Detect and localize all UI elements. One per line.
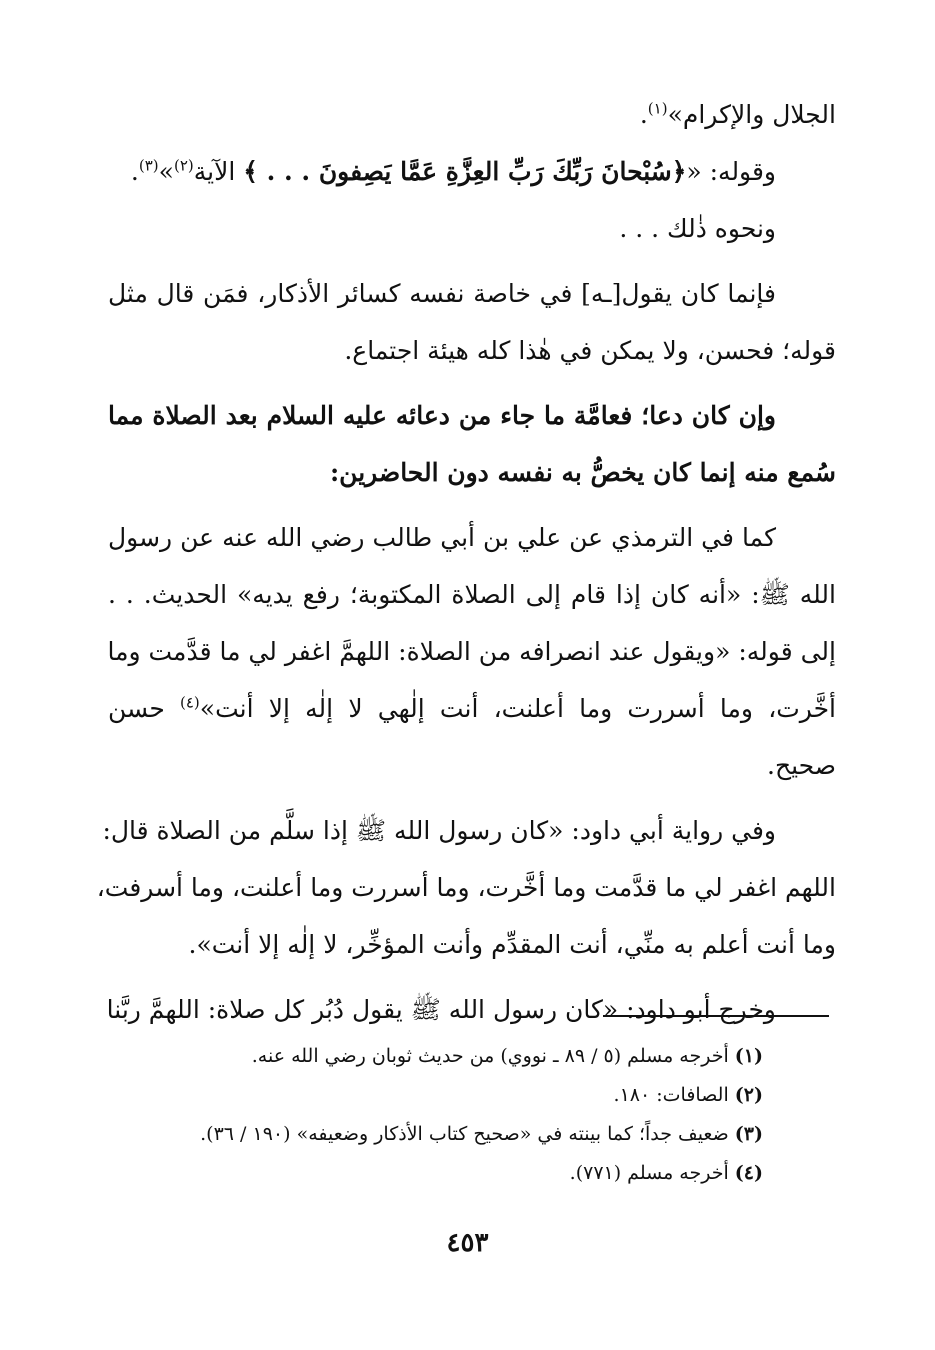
text-fragment: حسن <box>108 694 180 723</box>
text-fragment: » <box>158 157 174 186</box>
footnote-number: (٣) <box>734 1123 763 1145</box>
text-line: إلى قوله: «ويقول عند انصرافه من الصلاة: اللهمَّ اغفر لي ما قدَّمت وما <box>107 637 836 666</box>
text-line: فإنما كان يقول[ـه] في خاصة نفسه كسائر الأذكار، فمَن قال مثل <box>108 279 776 308</box>
text-line: وإن كان دعا؛ فعامَّة ما جاء من دعائه عليه السلام بعد الصلاة مما <box>108 401 776 430</box>
footnote-number: (٤) <box>734 1162 763 1184</box>
footnote-ref-3[interactable]: (٣) <box>138 156 159 175</box>
footnote <box>108 1115 763 1154</box>
footnote-text: ضعيف جداً؛ كما بينته في «صحيح كتاب الأذكار وضعيفه» (١٩٠ / ٣٦). <box>200 1123 735 1145</box>
footnote-ref-1[interactable]: (١) <box>647 99 668 118</box>
text-line: الله ﷺ: «أنه كان إذا قام إلى الصلاة المكتوبة؛ رفع يديه» الحديث. . . <box>108 580 836 609</box>
text-line: وفي رواية أبي داود: «كان رسول الله ﷺ إذا سلَّم من الصلاة قال: <box>102 816 776 845</box>
footnote-ref-4[interactable]: (٤) <box>180 693 200 712</box>
text-line: سُمع منه إنما كان يخصُّ به نفسه دون الحاضرين: <box>329 458 836 487</box>
text-line: وما أنت أعلم به منِّي، أنت المقدِّم وأنت المؤخِّر، لا إلٰه إلا أنت». <box>188 930 836 959</box>
text-fragment: الآية <box>193 157 244 186</box>
footnote-text: أخرجه مسلم (٧٧١). <box>569 1162 735 1184</box>
text-line <box>108 680 836 737</box>
footnote-number: (٢) <box>734 1084 763 1106</box>
text-fragment: . <box>130 157 139 186</box>
text-line: اللهم اغفر لي ما قدَّمت وما أخَّرت، وما أسررت وما أعلنت، وما أسرفت، <box>96 873 836 902</box>
footnote-text: الصافات: ١٨٠. <box>613 1084 735 1106</box>
text-line: قوله؛ فحسن، ولا يمكن في هٰذا كله هيئة اجتماع. <box>344 336 836 365</box>
text-fragment: وقوله: « <box>686 157 776 186</box>
text-fragment: الجلال والإكرام» <box>667 100 836 129</box>
footnote-ref-2[interactable]: (٢) <box>173 156 194 175</box>
text-fragment: . <box>639 100 648 129</box>
text-line <box>108 143 836 200</box>
main-text <box>96 86 836 1038</box>
footnote-separator <box>603 1015 829 1017</box>
text-line: ونحوه ذٰلك . . . <box>619 214 776 243</box>
footnotes <box>108 1037 763 1193</box>
text-line <box>108 86 836 143</box>
footnote <box>108 1154 763 1193</box>
quran-verse: ﴿سُبْحانَ رَبِّكَ رَبِّ العِزَّةِ عَمَّا يَصِفونَ . . . ﴾ <box>243 157 687 186</box>
footnote <box>108 1076 763 1115</box>
text-line: وخرج أبو داود: «كان رسول الله ﷺ يقول دُبُر كل صلاة: اللهمَّ ربَّنا <box>106 995 776 1024</box>
footnote <box>108 1037 763 1076</box>
text-line: صحيح. <box>767 751 836 780</box>
page-number: ٤٥٣ <box>446 1228 489 1258</box>
footnote-number: (١) <box>734 1045 763 1067</box>
text-line: كما في الترمذي عن علي بن أبي طالب رضي الله عنه عن رسول <box>108 523 776 552</box>
footnote-text: أخرجه مسلم (٥ / ٨٩ ـ نووي) من حديث ثوبان رضي الله عنه. <box>251 1045 735 1067</box>
text-fragment: أخَّرت، وما أسررت وما أعلنت، أنت إلٰهي لا إلٰه إلا أنت» <box>199 694 836 723</box>
